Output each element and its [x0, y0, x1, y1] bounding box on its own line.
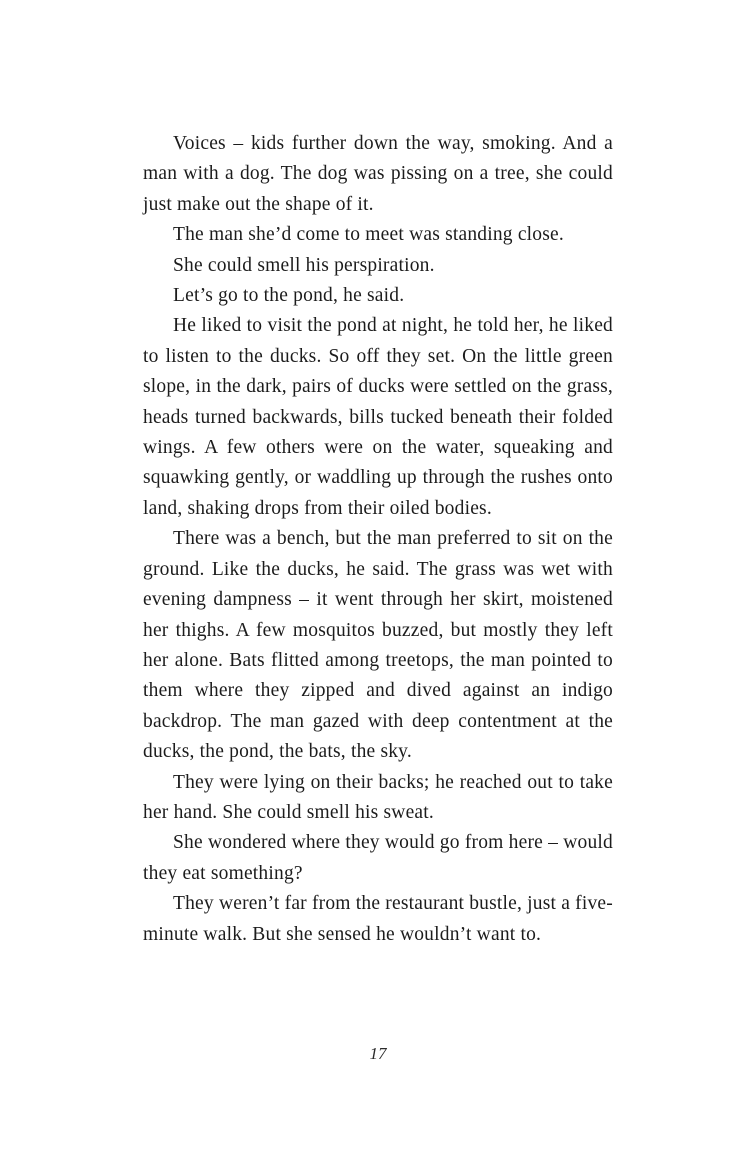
body-text — [143, 129, 613, 950]
paragraph: Let’s go to the pond, he said. — [173, 285, 405, 307]
paragraph: They were lying on their backs; he reached out to take her hand. She could smell his sweat. — [143, 771, 613, 823]
paragraph: There was a bench, but the man preferred to sit on the ground. Like the ducks, he said. The grass was wet with evening dampness – it went through her skirt, moistened her thighs. A few mosquitos buzzed, but mostly they left her alone. Bats flitted among treetops, the man pointed to them where they zipped and dived against an indigo backdrop. The man gazed with deep contentment at the ducks, the pond, the bats, the sky. — [143, 528, 613, 763]
paragraph: The man she’d come to meet was standing close. — [173, 224, 564, 246]
paragraph: She could smell his perspiration. — [173, 254, 435, 276]
paragraph: She wondered where they would go from here – would they eat something? — [143, 832, 613, 884]
paragraph: Voices – kids further down the way, smoking. And a man with a dog. The dog was pissing on a tree, she could just make out the shape of it. — [143, 133, 613, 215]
page-number: 17 — [369, 1044, 387, 1063]
paragraph: They weren’t far from the restaurant bustle, just a five-minute walk. But she sensed he wouldn’t want to. — [143, 893, 613, 945]
paragraph: He liked to visit the pond at night, he told her, he liked to listen to the ducks. So off they set. On the little green slope, in the dark, pairs of ducks were settled on the grass, heads turned backwards, bills tucked beneath their folded wings. A few others were on the water, squeaking and squawking gently, or waddling up through the rushes onto land, shaking drops from their oiled bodies. — [143, 315, 613, 519]
